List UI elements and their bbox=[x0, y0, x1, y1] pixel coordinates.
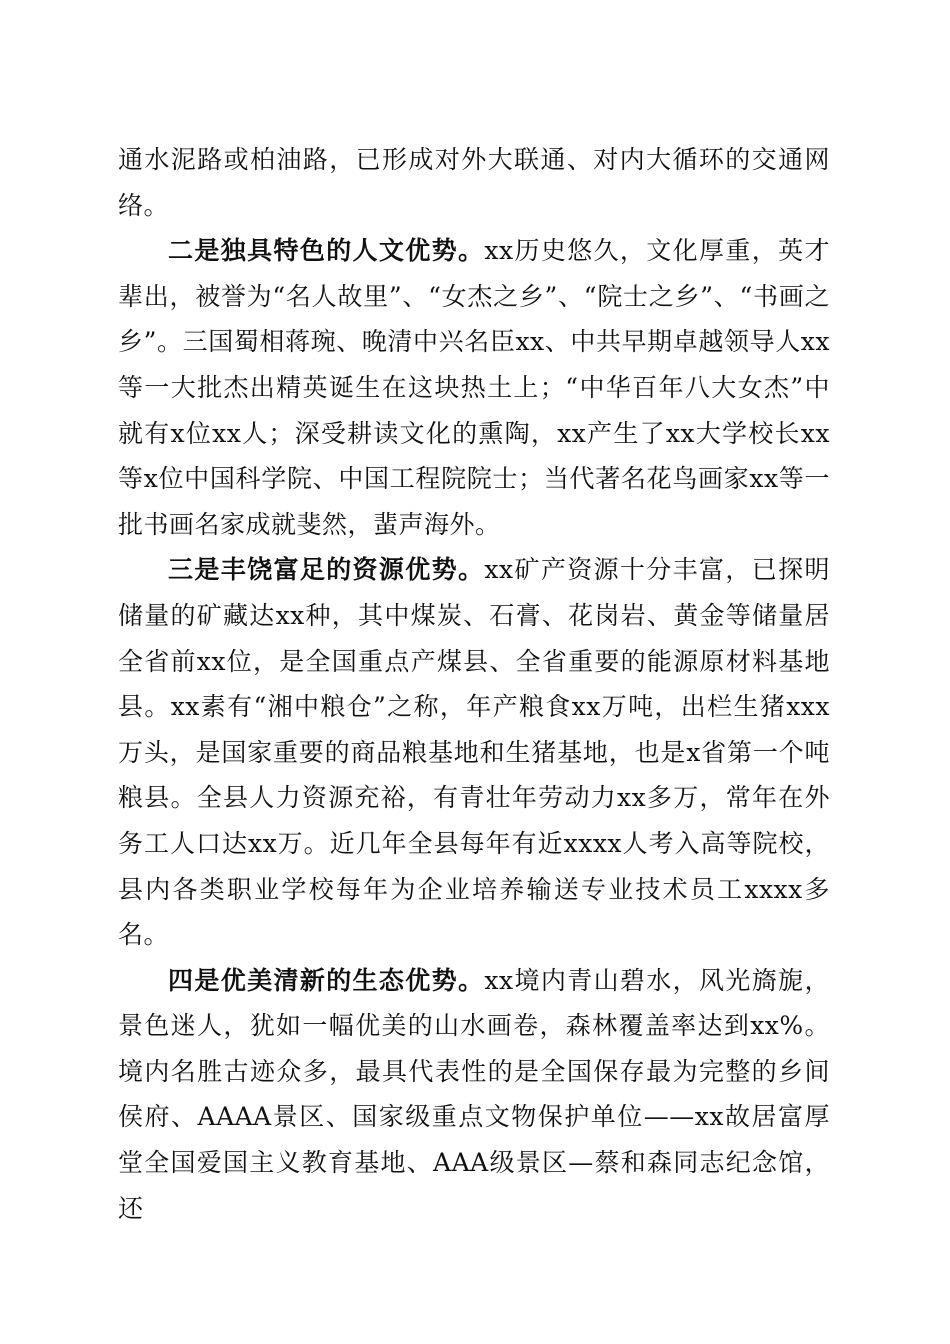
paragraph-heading: 二是独具特色的人文优势。 bbox=[168, 236, 485, 266]
paragraph-transport-continuation bbox=[118, 137, 830, 228]
paragraph-ecological-advantage bbox=[118, 958, 830, 1232]
document-page bbox=[118, 137, 830, 1231]
paragraph-body: xx历史悠久，文化厚重，英才辈出，被誉为“名人故里”、“女杰之乡”、“院士之乡”、“书画之乡”。三国蜀相蒋琬、晚清中兴名臣xx、中共早期卓越领导人xx等一大批杰出精英诞生在这块热土上；“中华百年八大女杰”中就有x位xx人；深受耕读文化的熏陶，xx产生了xx大学校长xx等x位中国科学院、中国工程院院士；当代著名花鸟画家xx等一批书画名家成就斐然，蜚声海外。 bbox=[118, 236, 830, 539]
paragraph-body: xx矿产资源十分丰富，已探明储量的矿藏达xx种，其中煤炭、石膏、花岗岩、黄金等储量居全省前xx位，是全国重点产煤县、全省重要的能源原材料基地县。xx素有“湘中粮仓”之称，年产粮食xx万吨，出栏生猪xxx万头，是国家重要的商品粮基地和生猪基地，也是x省第一个吨粮县。全县人力资源充裕，有青壮年劳动力xx多万，常年在外务工人口达xx万。近几年全县每年有近xxxx人考入高等院校，县内各类职业学校每年为企业培养输送专业技术员工xxxx多名。 bbox=[118, 555, 830, 950]
paragraph-heading: 四是优美清新的生态优势。 bbox=[168, 965, 485, 995]
paragraph-heading: 三是丰饶富足的资源优势。 bbox=[168, 555, 485, 585]
paragraph-body: 通水泥路或柏油路，已形成对外大联通、对内大循环的交通网络。 bbox=[118, 145, 830, 220]
paragraph-cultural-advantage bbox=[118, 228, 830, 547]
paragraph-resource-advantage bbox=[118, 547, 830, 957]
paragraph-body: xx境内青山碧水，风光旖旎，景色迷人，犹如一幅优美的山水画卷，森林覆盖率达到xx%。境内名胜古迹众多，最具代表性的是全国保存最为完整的乡间侯府、AAAA景区、国家级重点文物保护单位——xx故居富厚堂全国爱国主义教育基地、AAA级景区—蔡和森同志纪念馆，还 bbox=[118, 965, 830, 1223]
